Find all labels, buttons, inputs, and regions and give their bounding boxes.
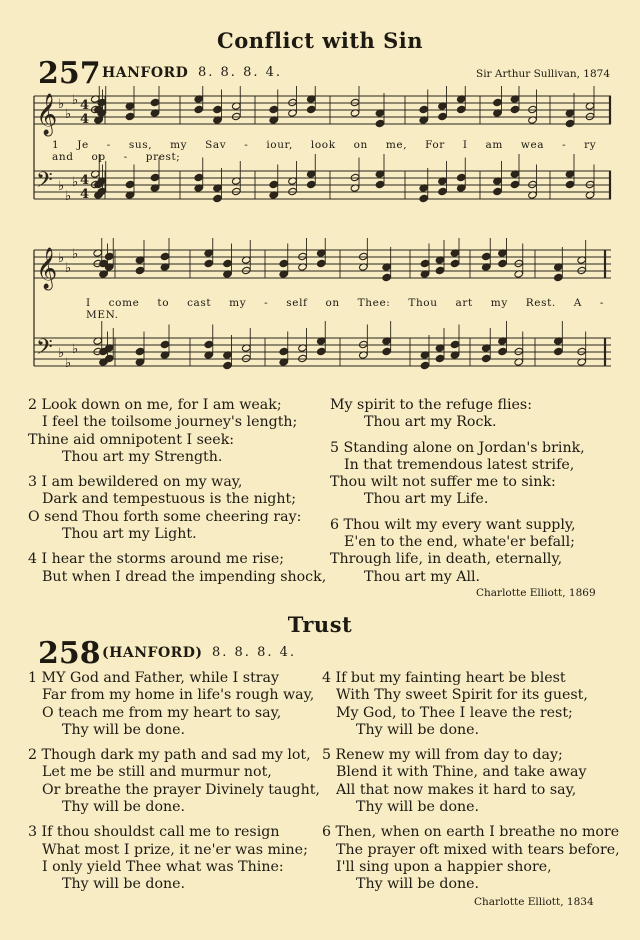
note-head	[150, 98, 160, 106]
note-head	[456, 173, 466, 181]
verse-5	[330, 440, 620, 509]
meter: 8. 8. 8. 4.	[212, 645, 297, 660]
note-head	[269, 105, 279, 113]
meter: 8. 8. 8. 4.	[198, 65, 283, 80]
note-head	[375, 180, 385, 188]
verse-line: Thou art my Light.	[62, 526, 197, 543]
verse-4	[322, 670, 622, 739]
note-head	[565, 180, 575, 188]
verse-line: 3 If thou shouldst call me to resign	[28, 824, 280, 841]
verse-line: Thou wilt not suffer me to sink:	[330, 474, 556, 491]
note-head	[382, 347, 392, 355]
note-head	[231, 112, 241, 120]
note-head	[419, 194, 429, 202]
flat-sign: ♭	[58, 97, 65, 112]
verse-line: Through life, in death, eternally,	[330, 551, 563, 568]
verse-line: All that now makes it hard to say,	[336, 781, 577, 798]
verse-line: But when I dread the impending shock,	[42, 568, 327, 585]
note-head	[450, 259, 460, 267]
verse-line: What most I prize, it ne'er was mine;	[42, 841, 308, 858]
flat-sign: ♭	[58, 346, 65, 361]
note-head	[438, 187, 448, 195]
verse-line: Thou art my Strength.	[62, 448, 223, 465]
verse-line: 3 I am bewildered on my way,	[28, 474, 243, 491]
verse-line: Thy will be done.	[62, 721, 186, 738]
note-head	[456, 105, 466, 113]
verse-line: Thy will be done.	[356, 721, 480, 738]
note-head	[493, 187, 503, 195]
note-head	[450, 340, 460, 348]
verse-line: Thy will be done.	[62, 799, 186, 816]
note-head	[554, 273, 564, 281]
treble-clef: 𝄞	[36, 248, 58, 289]
verses-258-left	[28, 670, 328, 902]
flat-sign: ♭	[65, 189, 72, 204]
composer: Sir Arthur Sullivan, 1874	[476, 68, 610, 80]
verse-line: O teach me from my heart to say,	[42, 704, 282, 721]
note-head	[510, 180, 520, 188]
note-head	[125, 180, 135, 188]
note-head	[359, 340, 369, 348]
lyrics-line-2: I come to cast my - self on Thee: Thou art my Rest. A - MEN.	[86, 297, 605, 321]
note-head	[135, 266, 145, 274]
note-head	[104, 354, 114, 362]
section-title-trust: Trust	[287, 612, 353, 637]
time-signature: 4	[80, 187, 90, 202]
note-head	[231, 187, 241, 195]
note-head	[298, 354, 308, 362]
note-head	[359, 252, 369, 260]
note-head	[125, 112, 135, 120]
verse-line: The prayer oft mixed with tears before,	[336, 841, 620, 858]
verse-line: 1 MY God and Father, while I stray	[28, 670, 280, 686]
verse-4	[28, 551, 328, 586]
verse-6	[322, 824, 622, 893]
verse-line: Dark and tempestuous is the night;	[42, 491, 296, 508]
flat-sign: ♭	[72, 175, 79, 190]
verse-3	[28, 824, 328, 893]
note-head	[223, 361, 233, 369]
note-head	[514, 347, 524, 355]
note-head	[514, 259, 524, 267]
verse-line: 2 Look down on me, for I am weak;	[28, 397, 282, 413]
verse-6	[330, 517, 620, 586]
note-head	[316, 259, 326, 267]
note-head	[204, 259, 214, 267]
note-head	[213, 105, 223, 113]
verse-3	[28, 474, 328, 543]
bass-clef: 𝄢	[36, 168, 53, 198]
flat-sign: ♭	[58, 251, 65, 266]
verse-2	[28, 397, 328, 466]
verse-line: Or breathe the prayer Divinely taught,	[42, 781, 320, 798]
note-head	[498, 347, 508, 355]
verses-258-right	[322, 670, 622, 902]
verse-line: Thou art my Rock.	[364, 414, 497, 431]
author-credit-257: Charlotte Elliott, 1869	[476, 587, 596, 599]
note-head	[241, 266, 251, 274]
flat-sign: ♭	[65, 107, 72, 122]
note-head	[288, 187, 298, 195]
lyrics-line-1: 1 Je - sus, my Sav - iour, look on me, For I am wea - ry and op - prest;	[52, 139, 597, 163]
bass-clef: 𝄢	[36, 335, 53, 365]
verse-line: Thou art my All.	[364, 568, 481, 585]
note-head	[528, 105, 538, 113]
note-head	[204, 340, 214, 348]
verses-257-left	[28, 397, 328, 594]
note-head	[585, 112, 595, 120]
verse-4-continued	[330, 397, 620, 432]
note-head	[438, 112, 448, 120]
time-signature: 4	[80, 98, 90, 113]
verse-line: 4 If but my fainting heart be blest	[322, 670, 566, 686]
note-head	[419, 105, 429, 113]
note-head	[554, 347, 564, 355]
note-head	[279, 347, 289, 355]
verse-line: I feel the toilsome journey's length;	[42, 414, 298, 431]
note-head	[269, 180, 279, 188]
verse-1	[28, 670, 328, 739]
hymn-number: 258	[38, 636, 101, 671]
flat-sign: ♭	[72, 93, 79, 108]
note-head	[565, 119, 575, 127]
note-head	[306, 105, 316, 113]
verse-line: With Thy sweet Spirit for its guest,	[336, 687, 588, 704]
note-head	[585, 180, 595, 188]
time-signature: 4	[80, 173, 90, 188]
note-head	[288, 98, 298, 106]
author-credit-258: Charlotte Elliott, 1834	[474, 896, 594, 908]
note-head	[498, 259, 508, 267]
note-head	[435, 266, 445, 274]
verse-line: In that tremendous latest strife,	[344, 456, 575, 473]
note-head	[279, 259, 289, 267]
note-head	[316, 347, 326, 355]
verse-line: 2 Though dark my path and sad my lot,	[28, 747, 311, 764]
flat-sign: ♭	[72, 247, 79, 262]
verse-line: E'en to the end, whate'er befall;	[344, 534, 575, 551]
verse-line: Thy will be done.	[62, 876, 186, 893]
note-head	[223, 259, 233, 267]
tune-name: HANFORD	[102, 65, 189, 81]
note-head	[420, 259, 430, 267]
note-head	[493, 98, 503, 106]
verse-line: 6 Then, when on earth I breathe no more	[322, 824, 620, 841]
flat-sign: ♭	[65, 261, 72, 276]
note-head	[135, 347, 145, 355]
verse-line: 5 Standing alone on Jordan's brink,	[330, 439, 585, 456]
verse-line: Far from my home in life's rough way,	[42, 687, 315, 704]
verse-line: My God, to Thee I leave the rest;	[336, 704, 573, 721]
note-head	[420, 361, 430, 369]
note-head	[435, 354, 445, 362]
verse-line: Thine aid omnipotent I seek:	[28, 431, 235, 448]
note-head	[160, 252, 170, 260]
verse-line: Let me be still and murmur not,	[42, 764, 272, 781]
time-signature: 4	[80, 112, 90, 127]
verses-257-right	[330, 397, 620, 594]
verse-line: I only yield Thee what was Thine:	[42, 858, 284, 875]
verse-line: I'll sing upon a happier shore,	[336, 858, 552, 875]
note-head	[194, 173, 204, 181]
verse-line: 6 Thou wilt my every want supply,	[330, 516, 576, 533]
note-head	[577, 266, 587, 274]
verse-line: 5 Renew my will from day to day;	[322, 747, 563, 764]
flat-sign: ♭	[65, 356, 72, 371]
note-head	[298, 252, 308, 260]
verse-line: My spirit to the refuge flies:	[330, 397, 532, 413]
note-head	[350, 173, 360, 181]
verse-line: O send Thou forth some cheering ray:	[28, 508, 302, 525]
tune-name: (HANFORD)	[102, 645, 203, 661]
hymn-number: 257	[38, 56, 101, 91]
note-head	[104, 252, 114, 260]
verse-line: 4 I hear the storms around me rise;	[28, 551, 285, 568]
note-head	[577, 347, 587, 355]
verse-line: Blend it with Thine, and take away	[336, 764, 587, 781]
flat-sign: ♭	[72, 342, 79, 357]
treble-clef: 𝄞	[36, 94, 58, 135]
verse-line: Thou art my Life.	[364, 491, 489, 508]
note-head	[528, 180, 538, 188]
section-title-conflict: Conflict with Sin	[216, 28, 424, 53]
note-head	[350, 98, 360, 106]
note-head	[375, 119, 385, 127]
note-head	[510, 105, 520, 113]
note-head	[306, 180, 316, 188]
note-head	[213, 194, 223, 202]
note-head	[160, 340, 170, 348]
verse-line: Thy will be done.	[356, 799, 480, 816]
note-head	[150, 173, 160, 181]
note-head	[382, 273, 392, 281]
note-head	[194, 105, 204, 113]
verse-line: Thy will be done.	[356, 876, 480, 893]
note-head	[241, 354, 251, 362]
verse-2	[28, 747, 328, 816]
note-head	[481, 252, 491, 260]
note-head	[481, 354, 491, 362]
flat-sign: ♭	[58, 179, 65, 194]
verse-5	[322, 747, 622, 816]
